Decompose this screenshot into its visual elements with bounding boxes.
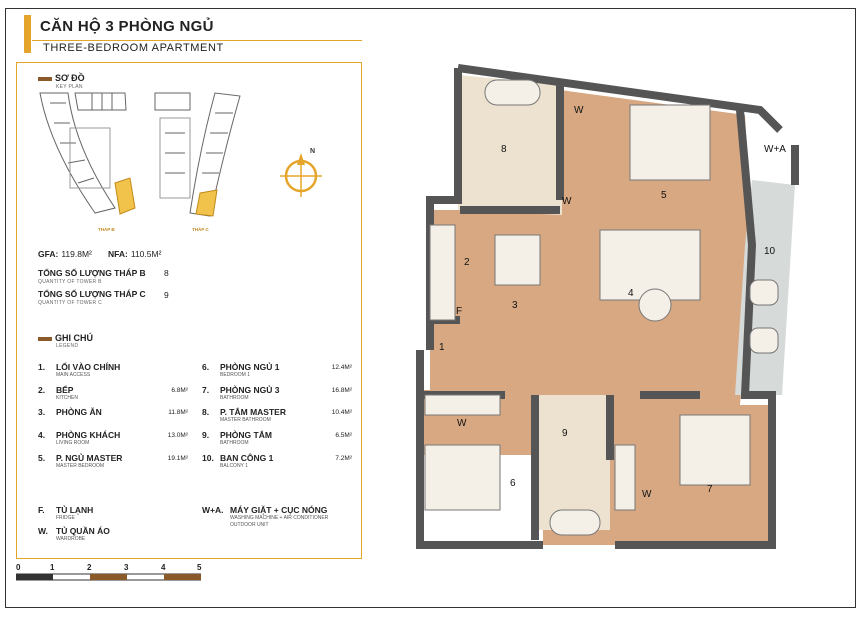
- legend-sub: MAIN ACCESS: [56, 372, 91, 378]
- tower-c-caption: THÁP C: [192, 227, 209, 232]
- legend-num: W.: [38, 526, 48, 536]
- nfa-value: 110.5M²: [130, 249, 162, 259]
- legend-area: 11.8M²: [168, 409, 188, 416]
- page-title: CĂN HỘ 3 PHÒNG NGỦ: [40, 18, 214, 35]
- scale-bar: [16, 573, 201, 581]
- legend-area: 7.2M²: [335, 455, 352, 462]
- legend-num: 9.: [202, 430, 210, 440]
- tower-b-drawing: [40, 93, 135, 214]
- tower-c-count-sub: QUANTITY OF TOWER C: [38, 300, 103, 306]
- legend-name: BẾP: [56, 385, 74, 395]
- key-plan-subheading: KEY PLAN: [56, 84, 83, 90]
- dining-table: [495, 235, 540, 285]
- legend-num: 2.: [38, 385, 46, 395]
- scale-tick-4: 4: [161, 563, 166, 572]
- legend-num: 1.: [38, 362, 46, 372]
- floor-plan: [400, 50, 820, 555]
- room-label-9: 9: [562, 428, 568, 439]
- balcony-chair-2: [750, 328, 778, 353]
- legend-sub: BALCONY 1: [220, 463, 248, 469]
- legend-sub: WASHING MACHINE + AIR CONDITIONER: [230, 515, 329, 521]
- kitchen-counter: [430, 225, 455, 320]
- tower-b-count-value: 8: [164, 268, 169, 278]
- scale-tick-5: 5: [197, 563, 202, 572]
- balcony-chair-1: [750, 280, 778, 305]
- wardrobe-label-bed3: W: [642, 489, 652, 500]
- gfa-label: GFA:: [38, 249, 59, 259]
- heading-marker: [38, 77, 52, 81]
- tower-c-count-label: TỔNG SỐ LƯỢNG THÁP C: [38, 289, 146, 299]
- legend-area: 19.1M²: [167, 455, 188, 462]
- tower-b-caption: THÁP B: [98, 227, 115, 232]
- bathtub: [550, 510, 600, 535]
- master-bed: [630, 105, 710, 180]
- legend-sub: WARDROBE: [56, 536, 86, 542]
- legend-name: PHÒNG NGỦ 3: [220, 385, 280, 395]
- nfa-label: NFA:: [108, 249, 128, 259]
- tower-b-count-label: TỔNG SỐ LƯỢNG THÁP B: [38, 268, 146, 278]
- legend-area: 12.4M²: [331, 364, 352, 371]
- room-label-6: 6: [510, 478, 516, 489]
- room-label-3: 3: [512, 300, 518, 311]
- legend-name: BAN CÔNG 1: [220, 453, 274, 463]
- scale-tick-2: 2: [87, 563, 92, 572]
- scale-tick-0: 0: [16, 563, 21, 572]
- legend-name: P. NGỦ MASTER: [56, 453, 123, 463]
- wardrobe-label-master-bath: W: [574, 105, 584, 116]
- room-label-2: 2: [464, 257, 470, 268]
- bed-3: [680, 415, 750, 485]
- room-label-8: 8: [501, 144, 507, 155]
- washer-ac-label: W+A: [764, 144, 786, 155]
- scale-tick-3: 3: [124, 563, 129, 572]
- legend-name: LỐI VÀO CHÍNH: [56, 362, 121, 372]
- legend-area: 10.4M²: [331, 409, 352, 416]
- gfa-value: 119.8M²: [61, 249, 92, 259]
- legend-name: PHÒNG NGỦ 1: [220, 362, 280, 372]
- bathtub-master: [485, 80, 540, 105]
- key-plan-heading: [38, 73, 85, 83]
- wardrobe-label-bed1: W: [457, 418, 467, 429]
- legend-name: P. TẮM MASTER: [220, 407, 286, 417]
- nfa-info: [108, 249, 161, 259]
- title-accent-bar: [24, 15, 31, 53]
- legend-sub: BATHROOM: [220, 395, 249, 401]
- legend-subheading: LEGEND: [56, 343, 79, 349]
- room-label-5: 5: [661, 190, 667, 201]
- legend-sub: BATHROOM: [220, 440, 249, 446]
- legend-name: TỦ LẠNH: [56, 505, 94, 515]
- tower-c-count-value: 9: [164, 290, 169, 300]
- legend-sub-2: OUTDOOR UNIT: [230, 522, 269, 528]
- room-label-7: 7: [707, 484, 713, 495]
- legend-heading: [38, 333, 93, 343]
- compass-icon: [268, 143, 338, 203]
- legend-sub: MASTER BEDROOM: [56, 463, 105, 469]
- legend-name: PHÒNG KHÁCH: [56, 430, 121, 440]
- legend-area: 16.8M²: [331, 387, 352, 394]
- room-label-4: 4: [628, 288, 634, 299]
- page-subtitle: THREE-BEDROOM APARTMENT: [43, 42, 224, 54]
- title-divider: [32, 40, 362, 41]
- svg-text:N: N: [310, 148, 316, 155]
- legend-num: 3.: [38, 407, 46, 417]
- room-label-10: 10: [764, 246, 776, 257]
- legend-sub: LIVING ROOM: [56, 440, 90, 446]
- legend-sub: MASTER BATHROOM: [220, 417, 271, 423]
- bed-1: [425, 445, 500, 510]
- legend-num: F.: [38, 505, 45, 515]
- tower-c-drawing: [155, 93, 240, 216]
- fridge-label: F: [456, 306, 463, 317]
- key-plan-heading-text: SƠ ĐỒ: [55, 73, 85, 83]
- legend-num: 6.: [202, 362, 210, 372]
- legend-area: 13.0M²: [167, 432, 188, 439]
- key-plan-drawing: [30, 88, 260, 228]
- legend-area: 6.5M²: [335, 432, 352, 439]
- legend-num: 10.: [202, 453, 214, 463]
- legend-num: 4.: [38, 430, 46, 440]
- legend-area: 6.8M²: [171, 387, 188, 394]
- wardrobe-6: [425, 395, 500, 415]
- legend-num: 8.: [202, 407, 210, 417]
- legend-sub: KITCHEN: [56, 395, 78, 401]
- tower-b-count-sub: QUANTITY OF TOWER B: [38, 279, 102, 285]
- legend-heading-text: GHI CHÚ: [55, 333, 93, 343]
- legend-num: 5.: [38, 453, 46, 463]
- legend-sub: FRIDGE: [56, 515, 75, 521]
- scale-tick-1: 1: [50, 563, 55, 572]
- coffee-table: [639, 289, 671, 321]
- legend-num: 7.: [202, 385, 210, 395]
- legend-sub: BEDROOM 1: [220, 372, 251, 378]
- legend-name: PHÒNG ĂN: [56, 407, 102, 417]
- wardrobe-7: [615, 445, 635, 510]
- room-label-1: 1: [439, 342, 445, 353]
- heading-marker: [38, 337, 52, 341]
- legend-name: TỦ QUẦN ÁO: [56, 526, 110, 536]
- legend-name: PHÒNG TẮM: [220, 430, 272, 440]
- wardrobe-label-master: W: [562, 196, 572, 207]
- legend-num: W+A.: [202, 505, 224, 515]
- legend-name: MÁY GIẶT + CỤC NÓNG: [230, 505, 328, 515]
- gfa-info: [38, 249, 92, 259]
